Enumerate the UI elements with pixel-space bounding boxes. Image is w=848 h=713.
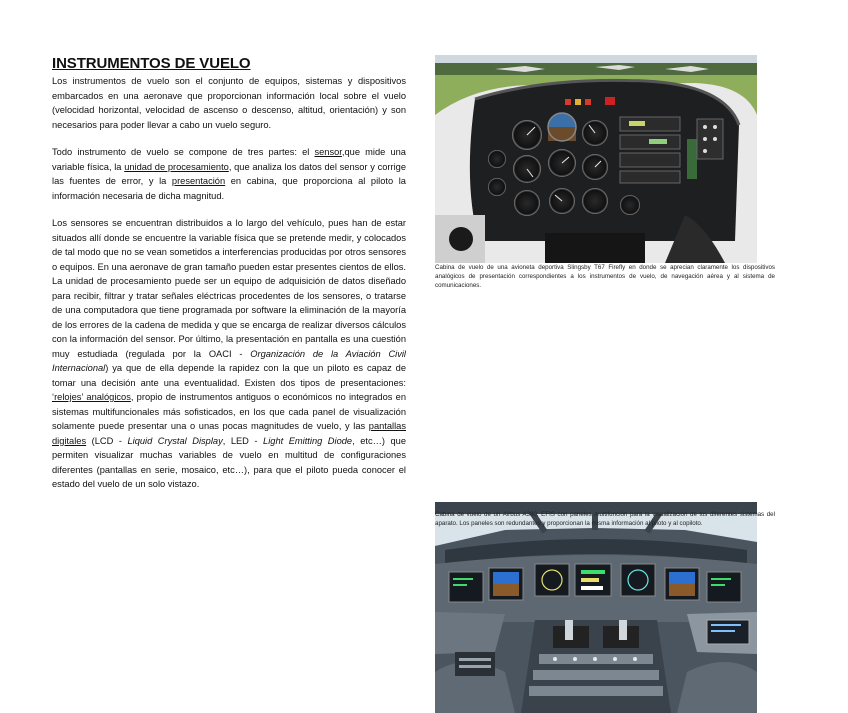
paragraph-intro: Los instrumentos de vuelo son el conjunto de equipos, sistemas y dispositivos embarcados en una aeronave que proporcionan información local sobre el vuelo (velocidad horizontal, velocidad de ascenso o descenso, altitud, orientación) y son necesarios para poder llevar a cabo un vuelo seguro.: [52, 76, 406, 130]
term-digital-screens: pantallas digitales: [52, 421, 406, 446]
page-title: INSTRUMENTOS DE VUELO: [52, 55, 251, 72]
caption-slingsby: Cabina de vuelo de una avioneta deportiva Slingsby T67 Firefly en donde se aprecian claramente los dispositivos analógicos de presentación correspondientes a los instrumentos de vuelo, de navegación aérea y al sistema de comunicaciones.: [435, 264, 775, 289]
term-sensor: sensor: [314, 147, 342, 157]
oaci-name: Organización de la Aviación Civil Internacional: [52, 348, 407, 373]
caption-a380: Cabina de vuelo de un Airbus A380, EFIS con paneles multifunción para la visualización de los diferentes sistemas del aparato. Los paneles son redundantes y proporcionan la misma información al piloto y al copiloto.: [435, 511, 775, 527]
cockpit-photo-slingsby: [435, 55, 757, 263]
paragraph-sensors: Los sensores se encuentran distribuidos a lo largo del vehículo, pues han de estar situados allí donde se encuentre la variable física que se pretende medir, y colocados de tal modo que no se vean sometidos a interferencias producidas por otros sensores o equipos. En una aeronave de gran tamaño pueden estar presentes cientos de ellos. La unidad de procesamiento puede ser un equipo de adquisición de datos diseñado para recibir, filtrar y tratar señales eléctricas procedentes de los sensores, o tratarse de una computadora que tiene programada por software la eliminación de la mayoría de los errores de la cadena de medida y que se encarga de realizar diversos cálculos con la información del sensor. Por último, la presentación en pantalla es una cuestión muy estudiada (regulada por la OACI - Organización de la Aviación Civil Internacional) ya que de ella depende la rapidez con la que un piloto es capaz de tomar una decisión ante una eventualidad. Existen dos tipos de presentaciones: ‘relojes’ analógicos, propio de instrumentos antiguos o económicos no integrados en sistemas multifuncionales más sofisticados, en los que cada panel de visualización solamente puede presentar una o unas pocas magnitudes de vuelo, y las pantallas digitales (LCD - Liquid Crystal Display, LED - Light Emitting Diode, etc…) que permiten visualizar muchas variables de vuelo en multitud de configuraciones diferentes (pantallas en serie, mosaico, etc…), para que el piloto pueda conocer el estado del vuelo de un solo vistazo.: [52, 218, 407, 489]
term-processing-unit: unidad de procesamiento: [124, 161, 229, 172]
term-presentation: presentación: [171, 176, 226, 186]
text-column: [52, 55, 406, 505]
paragraph-components: Todo instrumento de vuelo se compone de tres partes: el sensor,que mide una variable física, la unidad de procesamiento, que analiza los datos del sensor y corrige las fuentes de error, y la presentación en cabina, que proporciona al piloto la información necesaria de dicha magnitud.: [52, 147, 406, 201]
cockpit-photo-a380: [435, 502, 757, 713]
term-analog-clocks: ‘relojes’ analógicos: [52, 392, 131, 402]
